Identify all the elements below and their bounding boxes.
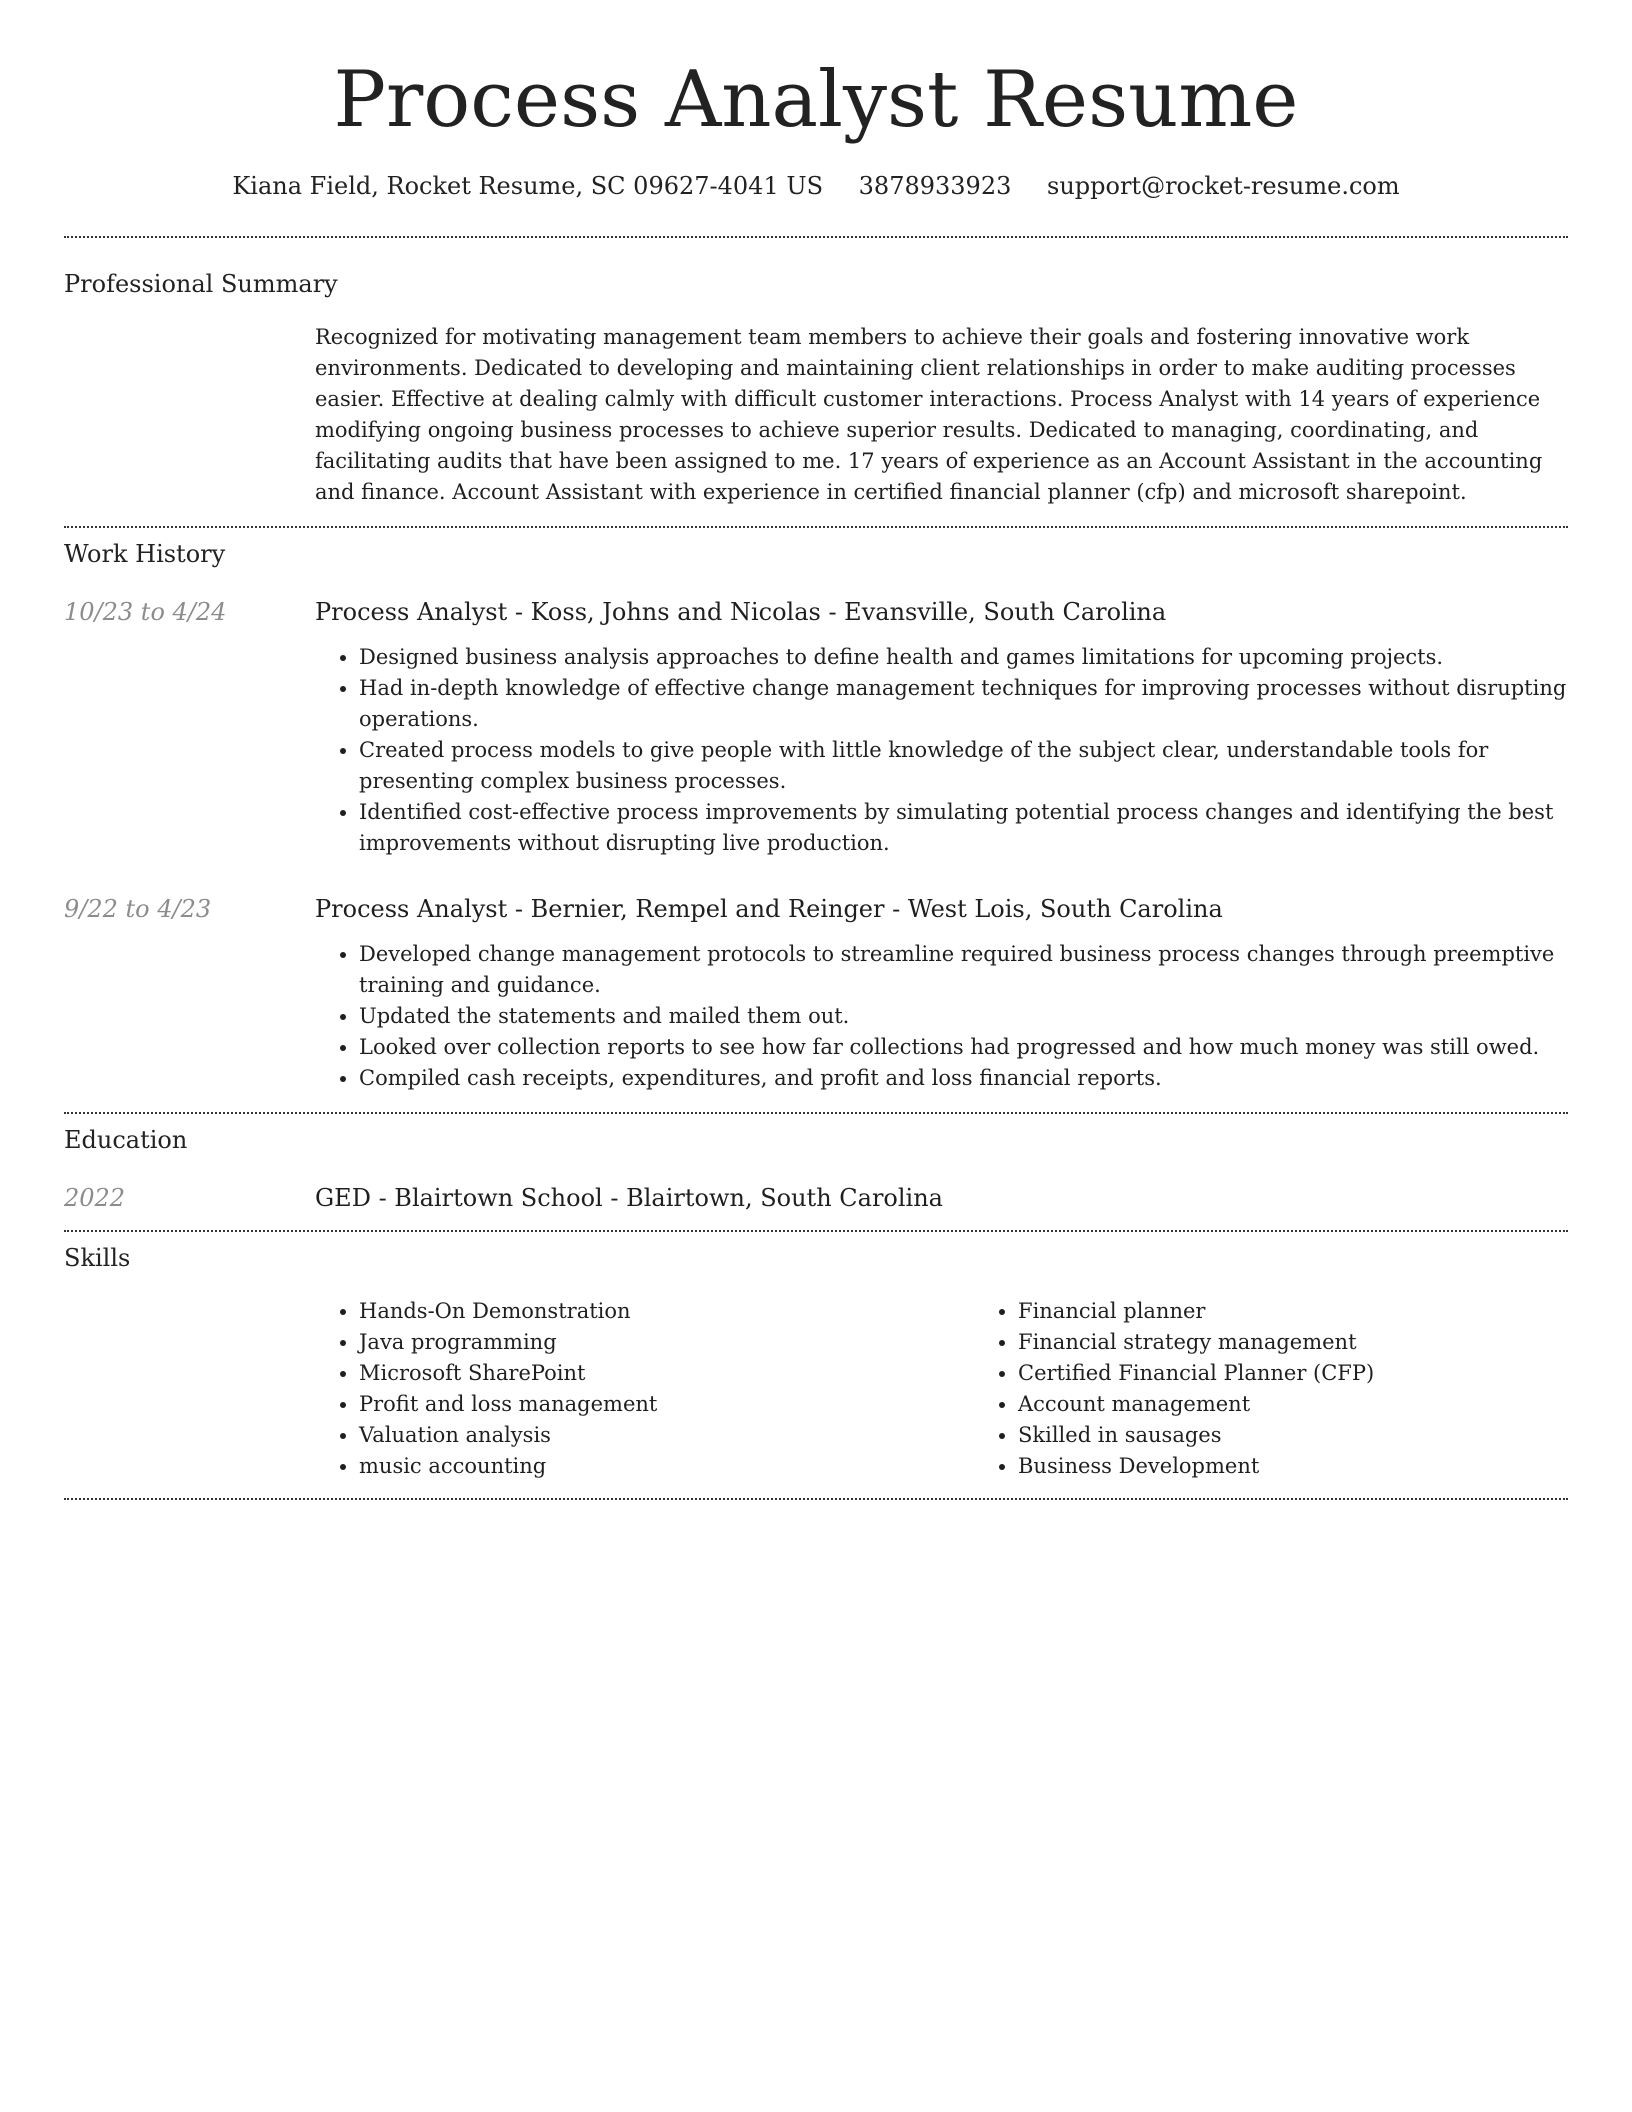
job-bullet: • Had in-depth knowledge of effective change management techniques for improving processes without disrupting operations. <box>359 673 1568 735</box>
job-bullets <box>315 642 1568 859</box>
job-dates: 10/23 to 4/24 <box>64 598 227 626</box>
work-heading: Work History <box>64 540 226 568</box>
skill-item: • Account management <box>1018 1389 1568 1420</box>
contact-email: support@rocket-resume.com <box>1047 172 1400 200</box>
skills-heading: Skills <box>64 1244 131 1272</box>
skill-item: • Financial planner <box>1018 1296 1568 1327</box>
summary-text: Recognized for motivating management team members to achieve their goals and fostering innovative work environments. Dedicated to developing and maintaining client relationships in order to make auditing processes easier. Effective at dealing calmly with difficult customer interactions. Process Analyst with 14 years of experience modifying ongoing business processes to achieve superior results. Dedicated to managing, coordinating, and facilitating audits that have been assigned to me. 17 years of experience as an Account Assistant in the accounting and finance. Account Assistant with experience in certified financial planner (cfp) and microsoft sharepoint. <box>315 325 1543 504</box>
skill-item: • Certified Financial Planner (CFP) <box>1018 1358 1568 1389</box>
job-bullet: • Identified cost-effective process improvements by simulating potential process changes and identifying the best improvements without disrupting live production. <box>359 797 1568 859</box>
education-year: 2022 <box>64 1184 126 1212</box>
job-bullet: • Created process models to give people with little knowledge of the subject clear, understandable tools for presenting complex business processes. <box>359 735 1568 797</box>
skill-item: • Business Development <box>1018 1451 1568 1482</box>
job-title: Process Analyst - Bernier, Rempel and Reinger - West Lois, South Carolina <box>315 895 1223 923</box>
resume-title: Process Analyst Resume <box>333 55 1299 145</box>
contact-line <box>64 168 1568 204</box>
job-bullet: • Designed business analysis approaches to define health and games limitations for upcoming projects. <box>359 642 1568 673</box>
skill-item: • Microsoft SharePoint <box>359 1358 974 1389</box>
job-dates: 9/22 to 4/23 <box>64 895 212 923</box>
skill-item: • music accounting <box>359 1451 974 1482</box>
contact-address: Kiana Field, Rocket Resume, SC 09627-4041 US <box>232 172 824 200</box>
skill-item: • Valuation analysis <box>359 1420 974 1451</box>
job-bullet: • Updated the statements and mailed them out. <box>359 1001 1568 1032</box>
skill-item: • Profit and loss management <box>359 1389 974 1420</box>
skill-item: • Java programming <box>359 1327 974 1358</box>
skills-list-left <box>315 1296 974 1482</box>
skills-left-spacer <box>64 1296 315 1482</box>
job-title: Process Analyst - Koss, Johns and Nicolas - Evansville, South Carolina <box>315 598 1167 626</box>
summary-left-spacer <box>64 322 315 508</box>
job-bullet: • Developed change management protocols to streamline required business process changes through preemptive training and guidance. <box>359 939 1568 1001</box>
skills-section <box>64 1232 1568 1482</box>
skills-list-right <box>974 1296 1568 1482</box>
skill-item: • Skilled in sausages <box>1018 1420 1568 1451</box>
contact-phone: 3878933923 <box>858 172 1012 200</box>
divider <box>64 1498 1568 1500</box>
skill-item: • Financial strategy management <box>1018 1327 1568 1358</box>
education-section <box>64 1114 1568 1214</box>
education-entry: GED - Blairtown School - Blairtown, South Carolina <box>315 1184 943 1212</box>
job-entry <box>64 893 1568 1094</box>
summary-heading: Professional Summary <box>64 270 338 298</box>
job-bullet: • Looked over collection reports to see how far collections had progressed and how much money was still owed. <box>359 1032 1568 1063</box>
job-bullet: • Compiled cash receipts, expenditures, and profit and loss financial reports. <box>359 1063 1568 1094</box>
skill-item: • Hands-On Demonstration <box>359 1296 974 1327</box>
education-heading: Education <box>64 1126 188 1154</box>
work-section <box>64 528 1568 1094</box>
job-bullets <box>315 939 1568 1094</box>
summary-section <box>64 238 1568 508</box>
job-entry <box>64 596 1568 859</box>
